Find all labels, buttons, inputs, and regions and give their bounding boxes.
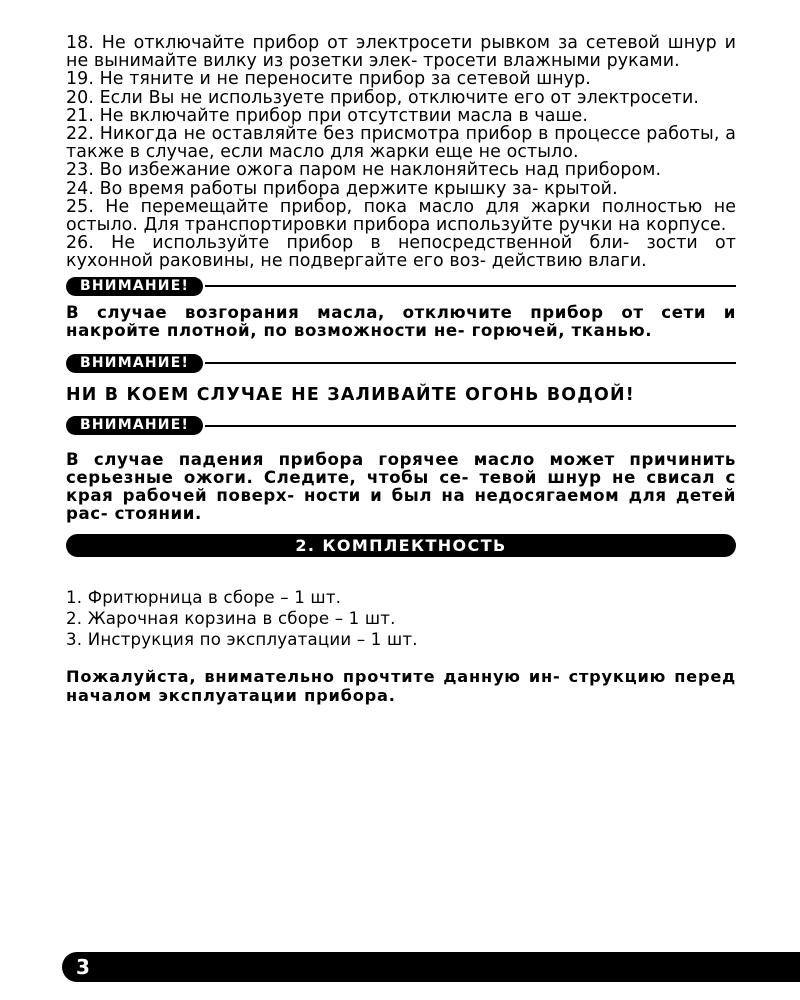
list-item: 2. Жарочная корзина в сборе – 1 шт. <box>66 609 396 629</box>
read-instructions-note: Пожалуйста, внимательно прочтите данную ин- струкцию перед началом эксплуатации прибора. <box>66 667 736 706</box>
list-item: 1. Фритюрница в сборе – 1 шт. <box>66 588 342 608</box>
warning-header <box>66 277 736 296</box>
rule-item: 18. Не отключайте прибор от электросети рывком за сетевой шнур и не вынимайте вилку из розетки элек- тросети влажными руками. <box>66 33 736 72</box>
package-contents-list <box>66 587 736 650</box>
warning-block-water <box>66 354 736 405</box>
rule-item: 19. Не тяните и не переносите прибор за сетевой шнур. <box>66 69 591 90</box>
page-number: 3 <box>76 955 90 979</box>
rule-item: 25. Не перемещайте прибор, пока масло для жарки полностью не остыло. Для транспортировки прибора используйте ручки на корпусе. <box>66 196 736 236</box>
safety-rules-list <box>66 34 736 271</box>
warning-text: В случае падения прибора горячее масло может причинить серьезные ожоги. Следите, чтобы се- тевой шнур не свисал с края рабочей поверх- ности и был на недосягаемом для детей рас- стоянии. <box>66 450 736 524</box>
warning-block-fall <box>66 416 736 523</box>
warning-text: В случае возгорания масла, отключите прибор от сети и накройте плотной, по возможности не- горючей, тканью. <box>66 302 736 340</box>
list-item: 3. Инструкция по эксплуатации – 1 шт. <box>66 630 418 650</box>
rule-item: 20. Если Вы не используете прибор, отключите его от электросети. <box>66 87 700 108</box>
warning-badge: ВНИМАНИЕ! <box>66 354 203 373</box>
rule-item: 24. Во время работы прибора держите крышку за- крытой. <box>66 178 618 199</box>
warning-badge: ВНИМАНИЕ! <box>66 416 203 435</box>
warning-divider <box>205 362 736 364</box>
rule-item: 22. Никогда не оставляйте без присмотра прибор в процессе работы, а также в случае, если масло для жарки еще не остыло. <box>66 124 736 163</box>
page-footer-bar <box>62 952 800 982</box>
instruction-page <box>66 34 736 721</box>
rule-item: 23. Во избежание ожога паром не наклоняйтесь над прибором. <box>66 160 662 181</box>
warning-text: НИ В КОЕМ СЛУЧАЕ НЕ ЗАЛИВАЙТЕ ОГОНЬ ВОДОЙ! <box>66 384 635 405</box>
rule-item: 26. Не используйте прибор в непосредственной бли- зости от кухонной раковины, не подвергайте его воз- действию влаги. <box>66 233 736 272</box>
warning-block-fire <box>66 277 736 340</box>
warning-header <box>66 416 736 435</box>
warning-header <box>66 354 736 373</box>
rule-item: 21. Не включайте прибор при отсутствии масла в чаше. <box>66 105 588 126</box>
warning-badge: ВНИМАНИЕ! <box>66 277 203 296</box>
warning-divider <box>205 285 736 287</box>
warning-divider <box>205 425 736 427</box>
section-title: 2. КОМПЛЕКТНОСТЬ <box>66 534 736 557</box>
